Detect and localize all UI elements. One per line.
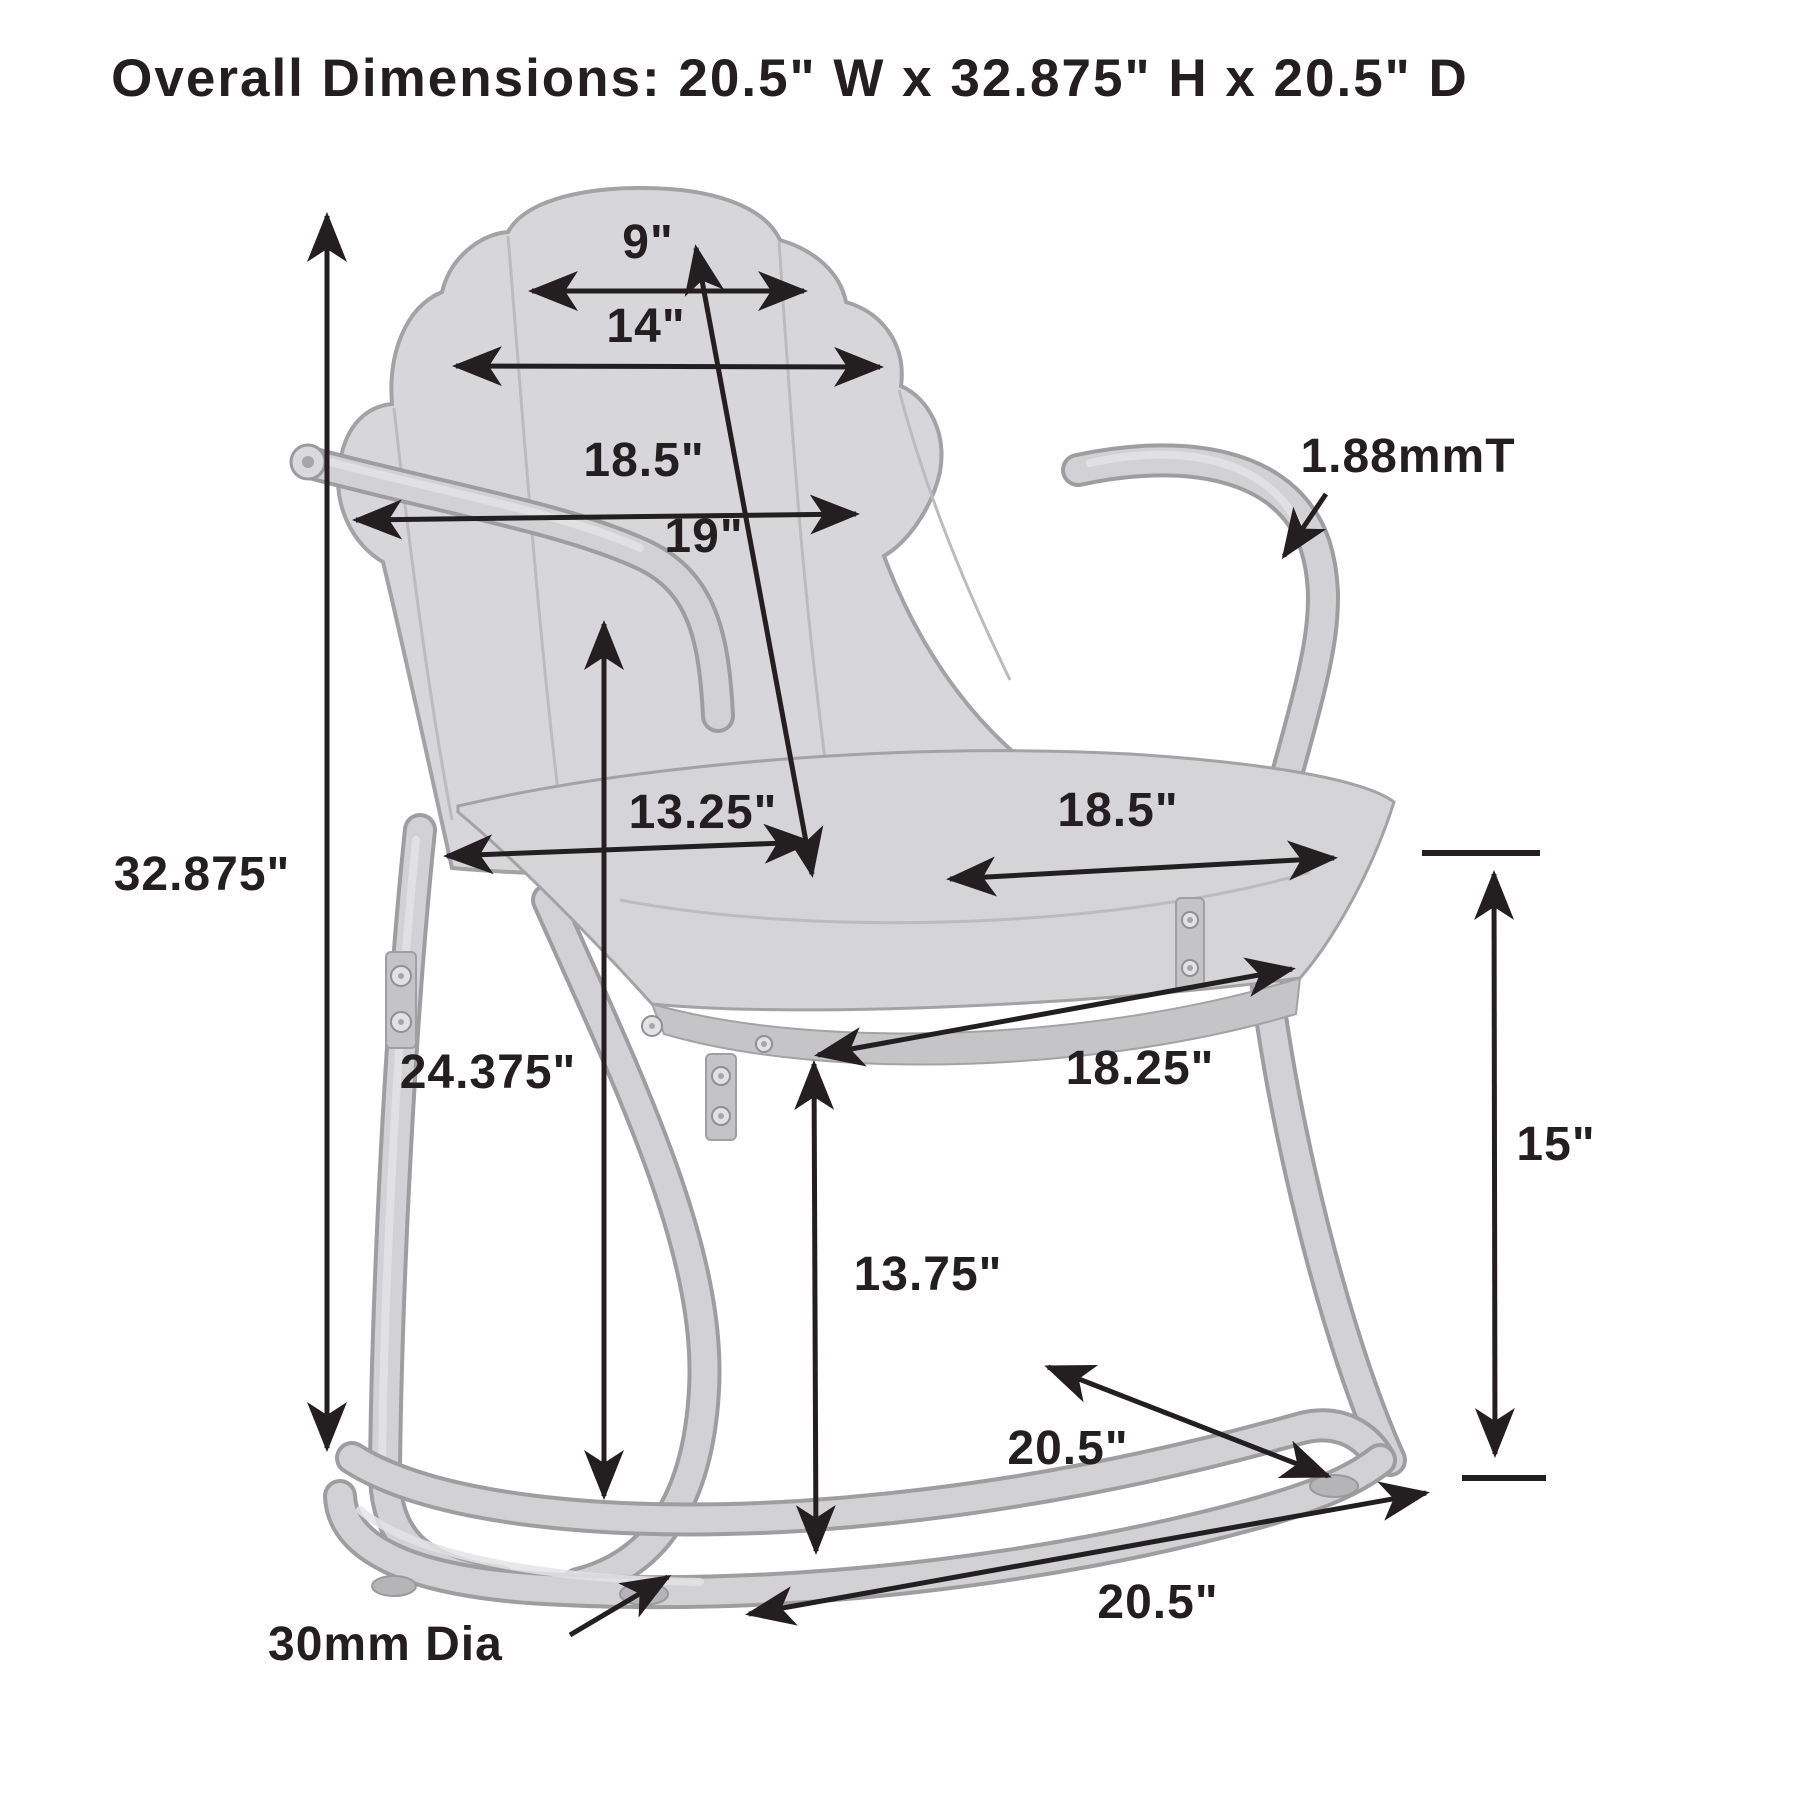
dim-tube-diameter-label: 30mm Dia [268, 1618, 503, 1671]
armrest-end-bolt [302, 456, 314, 468]
dim-under-seat-height-label: 13.75" [853, 1248, 1003, 1301]
chair-art [291, 188, 1394, 1605]
dim-backrest-mid-width-label: 14" [606, 300, 686, 353]
dim-backrest-top-width-label: 9" [622, 216, 674, 269]
dim-base-width-label: 20.5" [1097, 1576, 1219, 1629]
dim-seat-height-label: 15" [1516, 1118, 1596, 1171]
dim-under-seat-height-line [814, 1064, 816, 1551]
diagram-title: Overall Dimensions: 20.5" W x 32.875" H x 20.5" D [111, 49, 1469, 108]
dim-backrest-mid-width-line [456, 366, 880, 367]
dim-base-depth-label: 20.5" [1007, 1422, 1129, 1475]
dim-seat-front-width-label: 13.25" [628, 786, 778, 839]
dim-seat-width-label: 18.25" [1065, 1042, 1215, 1095]
dim-backrest-diagonal-label: 19" [664, 510, 744, 563]
foot-glide-left [372, 1576, 416, 1596]
dim-arm-height-label: 24.375" [399, 1046, 577, 1099]
dim-seat-height-line [1494, 874, 1495, 1454]
dim-tube-thickness-label: 1.88mmT [1300, 430, 1516, 483]
dim-backrest-width-label: 18.5" [583, 434, 705, 487]
foot-glide-right [1310, 1475, 1358, 1497]
dim-overall-height-label: 32.875" [113, 848, 291, 901]
dim-seat-depth-label: 18.5" [1057, 784, 1179, 837]
